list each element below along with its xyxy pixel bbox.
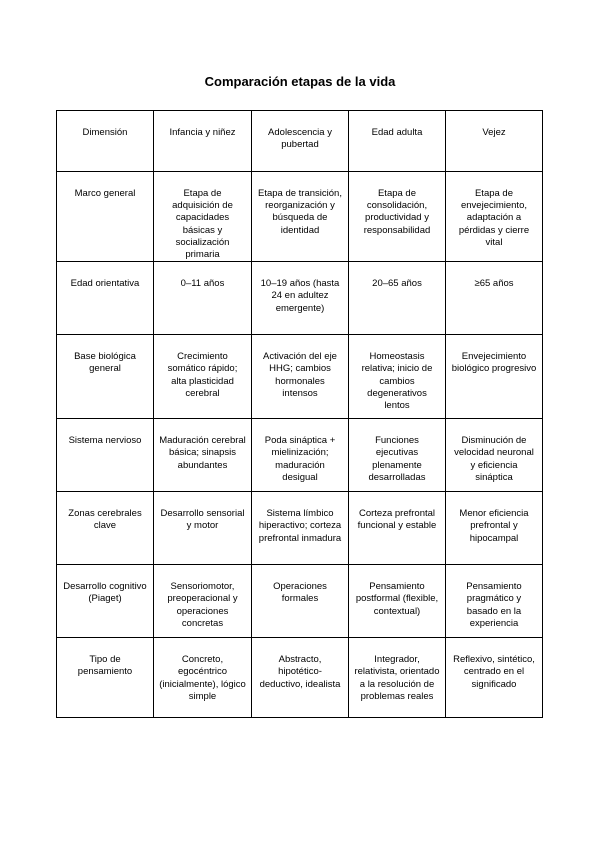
table-cell: Sistema límbico hiperactivo; corteza prefrontal inmadura	[252, 492, 349, 565]
table-cell: Activación del eje HHG; cambios hormonales intensos	[252, 335, 349, 419]
table-cell: Etapa de consolidación, productividad y responsabilidad	[349, 172, 446, 262]
table-cell: 0–11 años	[154, 262, 252, 335]
header-cell-dimension: Dimensión	[57, 111, 154, 172]
table-cell: Pensamiento postformal (flexible, contextual)	[349, 565, 446, 638]
table-cell: Etapa de envejecimiento, adaptación a pérdidas y cierre vital	[446, 172, 543, 262]
table-cell: Corteza prefrontal funcional y estable	[349, 492, 446, 565]
table-cell: 10–19 años (hasta 24 en adultez emergente)	[252, 262, 349, 335]
row-label: Marco general	[57, 172, 154, 262]
table-cell: Menor eficiencia prefrontal y hipocampal	[446, 492, 543, 565]
table-cell: Integrador, relativista, orientado a la resolución de problemas reales	[349, 638, 446, 718]
table-cell: Desarrollo sensorial y motor	[154, 492, 252, 565]
table-cell: Envejecimiento biológico progresivo	[446, 335, 543, 419]
table-row	[57, 419, 543, 492]
table-cell: Sensoriomotor, preoperacional y operaciones concretas	[154, 565, 252, 638]
header-cell-vejez: Vejez	[446, 111, 543, 172]
table-cell: Etapa de transición, reorganización y búsqueda de identidad	[252, 172, 349, 262]
table-cell: Funciones ejecutivas plenamente desarrolladas	[349, 419, 446, 492]
table-cell: 20–65 años	[349, 262, 446, 335]
row-label: Edad orientativa	[57, 262, 154, 335]
table-cell: Operaciones formales	[252, 565, 349, 638]
table-cell: Disminución de velocidad neuronal y eficiencia sináptica	[446, 419, 543, 492]
comparison-table	[56, 110, 543, 718]
table-row	[57, 565, 543, 638]
table-header-row	[57, 111, 543, 172]
table-cell: Crecimiento somático rápido; alta plasticidad cerebral	[154, 335, 252, 419]
row-label: Tipo de pensamiento	[57, 638, 154, 718]
header-cell-infancia: Infancia y niñez	[154, 111, 252, 172]
table-cell: Maduración cerebral básica; sinapsis abundantes	[154, 419, 252, 492]
table-cell: Concreto, egocéntrico (inicialmente), lógico simple	[154, 638, 252, 718]
table-row	[57, 172, 543, 262]
row-label: Sistema nervioso	[57, 419, 154, 492]
row-label: Desarrollo cognitivo (Piaget)	[57, 565, 154, 638]
header-cell-adolescencia: Adolescencia y pubertad	[252, 111, 349, 172]
table-row	[57, 262, 543, 335]
table-row	[57, 638, 543, 718]
table-cell: Homeostasis relativa; inicio de cambios degenerativos lentos	[349, 335, 446, 419]
row-label: Zonas cerebrales clave	[57, 492, 154, 565]
table-row	[57, 492, 543, 565]
page-title: Comparación etapas de la vida	[204, 74, 396, 89]
table-cell: Abstracto, hipotético-deductivo, idealista	[252, 638, 349, 718]
table-cell: ≥65 años	[446, 262, 543, 335]
row-label: Base biológica general	[57, 335, 154, 419]
table-cell: Pensamiento pragmático y basado en la experiencia	[446, 565, 543, 638]
table-cell: Reflexivo, sintético, centrado en el significado	[446, 638, 543, 718]
table-row	[57, 335, 543, 419]
header-cell-adulta: Edad adulta	[349, 111, 446, 172]
table-cell: Etapa de adquisición de capacidades básicas y socialización primaria	[154, 172, 252, 262]
table-cell: Poda sináptica + mielinización; maduración desigual	[252, 419, 349, 492]
